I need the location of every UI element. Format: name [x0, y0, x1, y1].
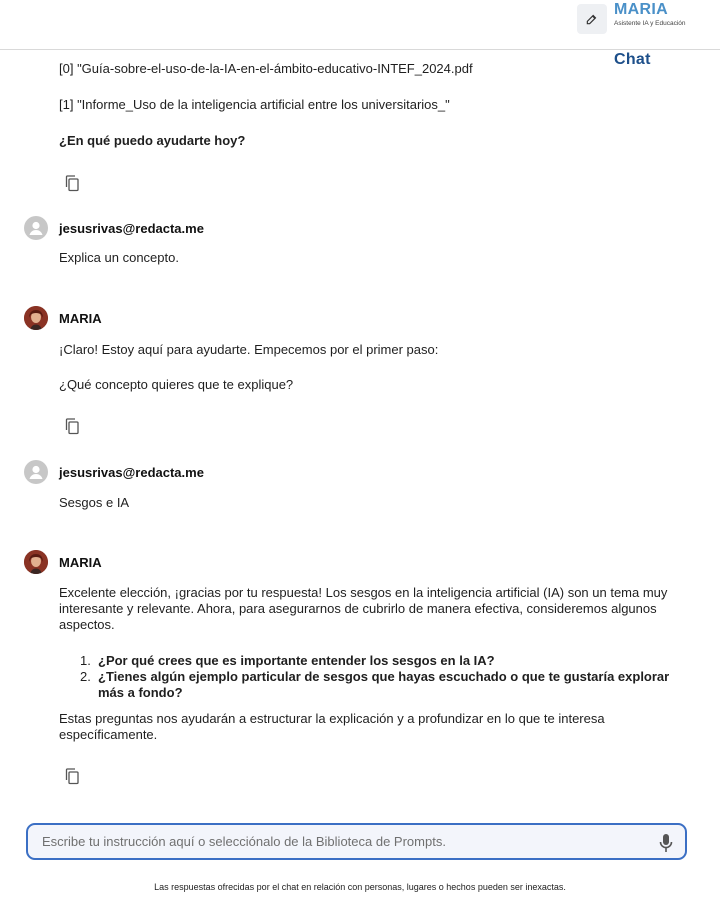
assistant-message-text: ¿Qué concepto quieres que te explique? — [59, 377, 294, 392]
maria-avatar-icon — [24, 550, 48, 574]
message-author: MARIA — [59, 310, 102, 326]
top-bar — [0, 0, 720, 68]
user-message-text: Explica un concepto. — [59, 250, 179, 265]
user-avatar-icon — [24, 460, 48, 484]
reference-0: [0] "Guía-sobre-el-uso-de-la-IA-en-el-ámbito-educativo-INTEF_2024.pdf — [59, 61, 473, 76]
copy-button[interactable] — [63, 174, 81, 192]
reference-1: [1] "Informe_Uso de la inteligencia artificial entre los universitarios_" — [59, 97, 450, 112]
assistant-message-header — [24, 549, 102, 575]
list-item-text: ¿Tienes algún ejemplo particular de sesgos que hayas escuchado o que te gustaría explorar más a fondo? — [98, 669, 670, 700]
assistant-message-header — [24, 305, 102, 331]
user-message-text: Sesgos e IA — [59, 495, 130, 510]
list-item-number: 2. — [80, 669, 91, 684]
list-item — [80, 653, 690, 669]
edit-icon — [585, 12, 599, 26]
maria-avatar-icon — [24, 306, 48, 330]
prompt-question: ¿En qué puedo ayudarte hoy? — [59, 133, 246, 148]
brand-name-chat: Chat — [614, 51, 651, 68]
voice-input-button[interactable] — [657, 833, 675, 853]
assistant-message-intro: Excelente elección, ¡gracias por tu respuesta! Los sesgos en la inteligencia artificial (IA) son un tema muy interesante y relevante. Ahora, para asegurarnos de cubrirlo de manera efectiva, consideremos algunos aspectos. — [59, 585, 668, 632]
question-list — [80, 653, 690, 701]
copy-icon — [65, 175, 80, 192]
copy-button[interactable] — [63, 417, 81, 435]
message-author: jesusrivas@redacta.me — [59, 220, 204, 236]
list-item-number: 1. — [80, 653, 91, 668]
message-author: MARIA — [59, 554, 102, 570]
brand-subtitle: Asistente IA y Educación — [614, 20, 686, 27]
list-item-text: ¿Por qué crees que es importante entender los sesgos en la IA? — [98, 653, 495, 668]
brand-name-maria: MARIA — [614, 1, 668, 18]
chat-scroll-area[interactable] — [0, 50, 720, 815]
list-item — [80, 669, 690, 701]
copy-icon — [65, 418, 80, 435]
message-author: jesusrivas@redacta.me — [59, 464, 204, 480]
user-message-header — [24, 215, 204, 241]
assistant-message-text: ¡Claro! Estoy aquí para ayudarte. Empecemos por el primer paso: — [59, 342, 439, 357]
prompt-composer — [26, 823, 687, 860]
copy-button[interactable] — [63, 767, 81, 785]
user-message-header — [24, 459, 204, 485]
user-avatar-icon — [24, 216, 48, 240]
assistant-message-outro: Estas preguntas nos ayudarán a estructurar la explicación y a profundizar en lo que te interesa específicamente. — [59, 711, 605, 742]
brand-logo — [614, 1, 686, 68]
prompt-input[interactable] — [42, 825, 642, 858]
new-chat-button[interactable] — [577, 4, 607, 34]
mic-icon — [659, 833, 673, 853]
copy-icon — [65, 768, 80, 785]
disclaimer: Las respuestas ofrecidas por el chat en relación con personas, lugares o hechos pueden ser inexactas. — [154, 882, 566, 892]
